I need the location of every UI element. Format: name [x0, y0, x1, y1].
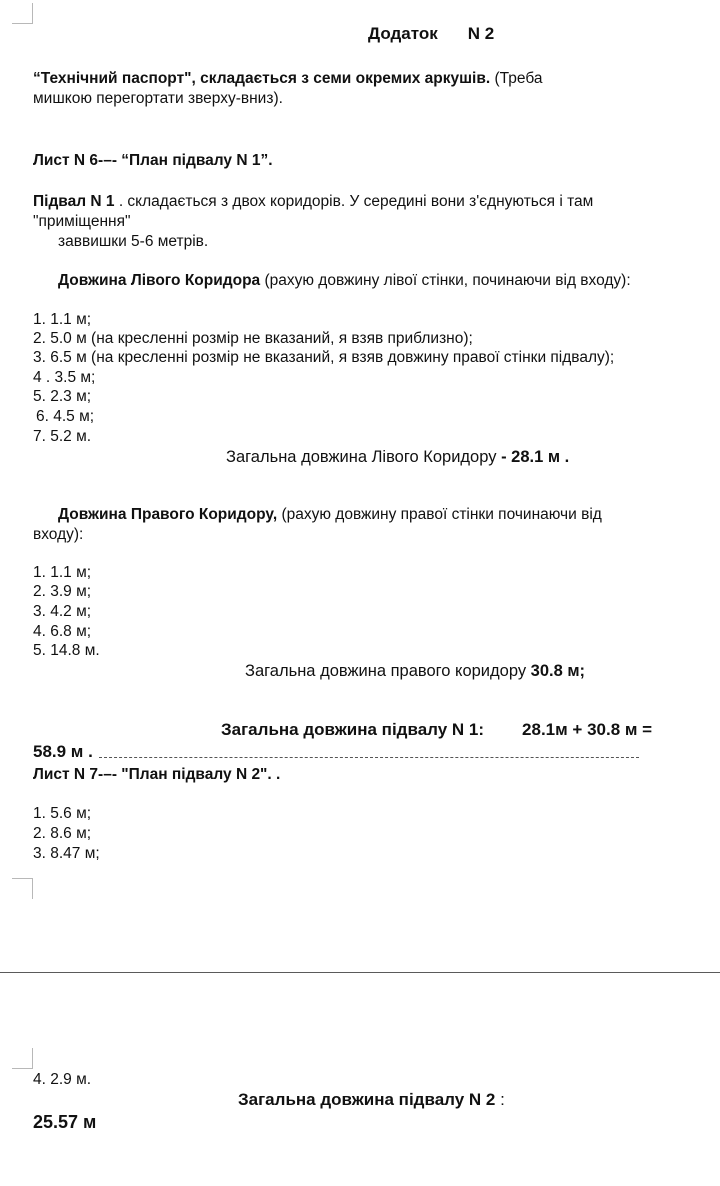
intro-line-2: мишкою перегортати зверху-вниз).: [33, 90, 283, 107]
right-corridor-note: (рахую довжину правої стінки починаючи від: [277, 506, 602, 523]
basement2-item: 2. 8.6 м;: [33, 825, 92, 842]
appendix-heading: [368, 24, 494, 43]
sheet7-title: Лист N 7-–- "План підвалу N 2". .: [33, 766, 281, 783]
right-corridor-heading-line-2: входу):: [33, 526, 84, 543]
basement1-total-label: Загальна довжина підвалу N 1:: [221, 720, 485, 739]
basement1-total-result-line: [33, 742, 639, 761]
page-corner-marker: [12, 3, 33, 24]
right-corridor-heading: [58, 505, 602, 524]
left-corridor-item: 1. 1.1 м;: [33, 311, 92, 328]
right-corridor-total-label: Загальна довжина правого коридору: [245, 662, 531, 680]
right-corridor-item: 2. 3.9 м;: [33, 583, 92, 600]
basement1-line-2: "приміщення": [33, 213, 131, 230]
basement2-total-label: Загальна довжина підвалу N 2: [238, 1090, 496, 1109]
left-corridor-title: Довжина Лівого Коридора: [58, 272, 261, 289]
sheet6-title: Лист N 6-–- “План підвалу N 1”.: [33, 152, 273, 169]
basement2-total: [238, 1090, 505, 1109]
right-corridor-total-value: 30.8 м;: [530, 662, 586, 680]
left-corridor-note: (рахую довжину лівої стінки, починаючи від входу):: [260, 272, 631, 289]
basement2-item: 1. 5.6 м;: [33, 805, 92, 822]
intro-normal: (Треба: [490, 70, 543, 87]
left-corridor-item: 2. 5.0 м (на кресленні розмір не вказаний, я взяв приблизно);: [33, 330, 473, 347]
dashed-separator: [99, 747, 639, 758]
basement1-description: [33, 192, 593, 211]
left-corridor-heading: [58, 271, 631, 290]
left-corridor-total: [226, 448, 569, 467]
basement1-line-3: заввишки 5-6 метрів.: [58, 233, 209, 250]
left-corridor-item: 7. 5.2 м.: [33, 428, 92, 445]
basement2-item: 3. 8.47 м;: [33, 845, 100, 862]
appendix-number: N 2: [467, 24, 495, 43]
right-corridor-total: [245, 662, 585, 681]
basement2-total-colon: :: [495, 1090, 505, 1109]
document-page-2: [0, 973, 720, 1186]
right-corridor-title: Довжина Правого Коридору,: [58, 506, 278, 523]
appendix-label: Додаток: [368, 24, 438, 43]
basement2-item: 4. 2.9 м.: [33, 1071, 92, 1088]
left-corridor-item: 6. 4.5 м;: [36, 408, 95, 425]
basement1-total-result: 58.9 м .: [33, 742, 93, 761]
right-corridor-item: 5. 14.8 м.: [33, 642, 100, 659]
basement1-text: . складається з двох коридорів. У середині вони з'єднуються і там: [114, 193, 594, 210]
left-corridor-item: 4 . 3.5 м;: [33, 369, 96, 386]
right-corridor-item: 1. 1.1 м;: [33, 564, 92, 581]
intro-bold: “Технічний паспорт", складається з семи окремих аркушів.: [33, 70, 491, 87]
basement1-total: [221, 720, 652, 739]
basement2-total-value: 25.57 м: [33, 1112, 97, 1132]
left-corridor-total-label: Загальна довжина Лівого Коридору: [226, 448, 497, 466]
basement1-total-formula: 28.1м + 30.8 м =: [522, 720, 653, 739]
left-corridor-item: 5. 2.3 м;: [33, 388, 92, 405]
right-corridor-item: 4. 6.8 м;: [33, 623, 92, 640]
page-corner-marker: [12, 1048, 33, 1069]
left-corridor-total-value: - 28.1 м .: [496, 448, 570, 466]
page-corner-marker: [12, 878, 33, 899]
right-corridor-item: 3. 4.2 м;: [33, 603, 92, 620]
left-corridor-item: 3. 6.5 м (на кресленні розмір не вказаний, я взяв довжину правої стінки підвалу);: [33, 349, 615, 366]
intro-line-1: [33, 69, 542, 88]
basement1-label: Підвал N 1: [33, 193, 115, 210]
